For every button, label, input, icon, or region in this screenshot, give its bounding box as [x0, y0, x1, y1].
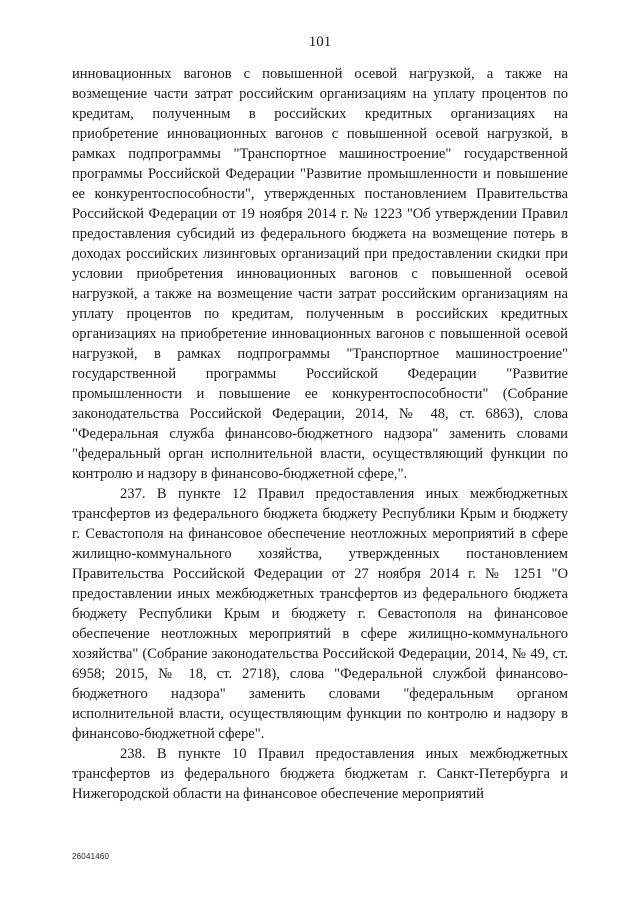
page-number: 101	[308, 34, 332, 50]
paragraph-item-237: 237. В пункте 12 Правил предоставления иных межбюджетных трансфертов из федерального бюджета бюджету Республики Крым и бюджету г. Севастополя на финансовое обеспечение неотложных мероприятий в сфере жилищно-коммунального хозяйства, утвержденных постановлением Правительства Российской Федерации от 27 ноября 2014 г. № 1251 "О предоставлении иных межбюджетных трансфертов из федерального бюджета бюджету Республики Крым и бюджету г. Севастополя на финансовое обеспечение неотложных мероприятий в сфере жилищно-коммунального хозяйства" (Собрание законодательства Российской Федерации, 2014, № 49, ст. 6958; 2015, № 18, ст. 2718), слова "Федеральной службой финансово-бюджетного надзора" заменить словами "федеральным органом исполнительной власти, осуществляющим функции по контролю и надзору в финансово-бюджетной сфере".	[72, 486, 568, 742]
paragraph-continuation: инновационных вагонов с повышенной осевой нагрузкой, а также на возмещение части затрат российским организациям на уплату процентов по кредитам, полученным в российских кредитных организациях на приобретение инновационных вагонов с повышенной осевой нагрузкой, в рамках подпрограммы "Транспортное машиностроение" государственной программы Российской Федерации "Развитие промышленности и повышение ее конкурентоспособности", утвержденных постановлением Правительства Российской Федерации от 19 ноября 2014 г. № 1223 "Об утверждении Правил предоставления субсидий из федерального бюджета на возмещение потерь в доходах российских лизинговых организаций при предоставлении скидки при условии приобретения инновационных вагонов с повышенной осевой нагрузкой, а также на возмещение части затрат российским организациям на уплату процентов по кредитам, полученным в российских кредитных организациях на приобретение инновационных вагонов с повышенной осевой нагрузкой, в рамках подпрограммы "Транспортное машиностроение" государственной программы Российской Федерации "Развитие промышленности и повышение ее конкурентоспособности" (Собрание законодательства Российской Федерации, 2014, № 48, ст. 6863), слова "Федеральная служба финансово-бюджетного надзора" заменить словами "федеральный орган исполнительной власти, осуществляющий функции по контролю и надзору в финансово-бюджетной сфере,".	[72, 66, 568, 482]
paragraph-item-238: 238. В пункте 10 Правил предоставления иных межбюджетных трансфертов из федерального бюджета бюджетам г. Санкт-Петербурга и Нижегородской области на финансовое обеспечение мероприятий	[72, 746, 568, 802]
document-body	[72, 64, 568, 804]
document-code: 26041460	[72, 852, 110, 861]
